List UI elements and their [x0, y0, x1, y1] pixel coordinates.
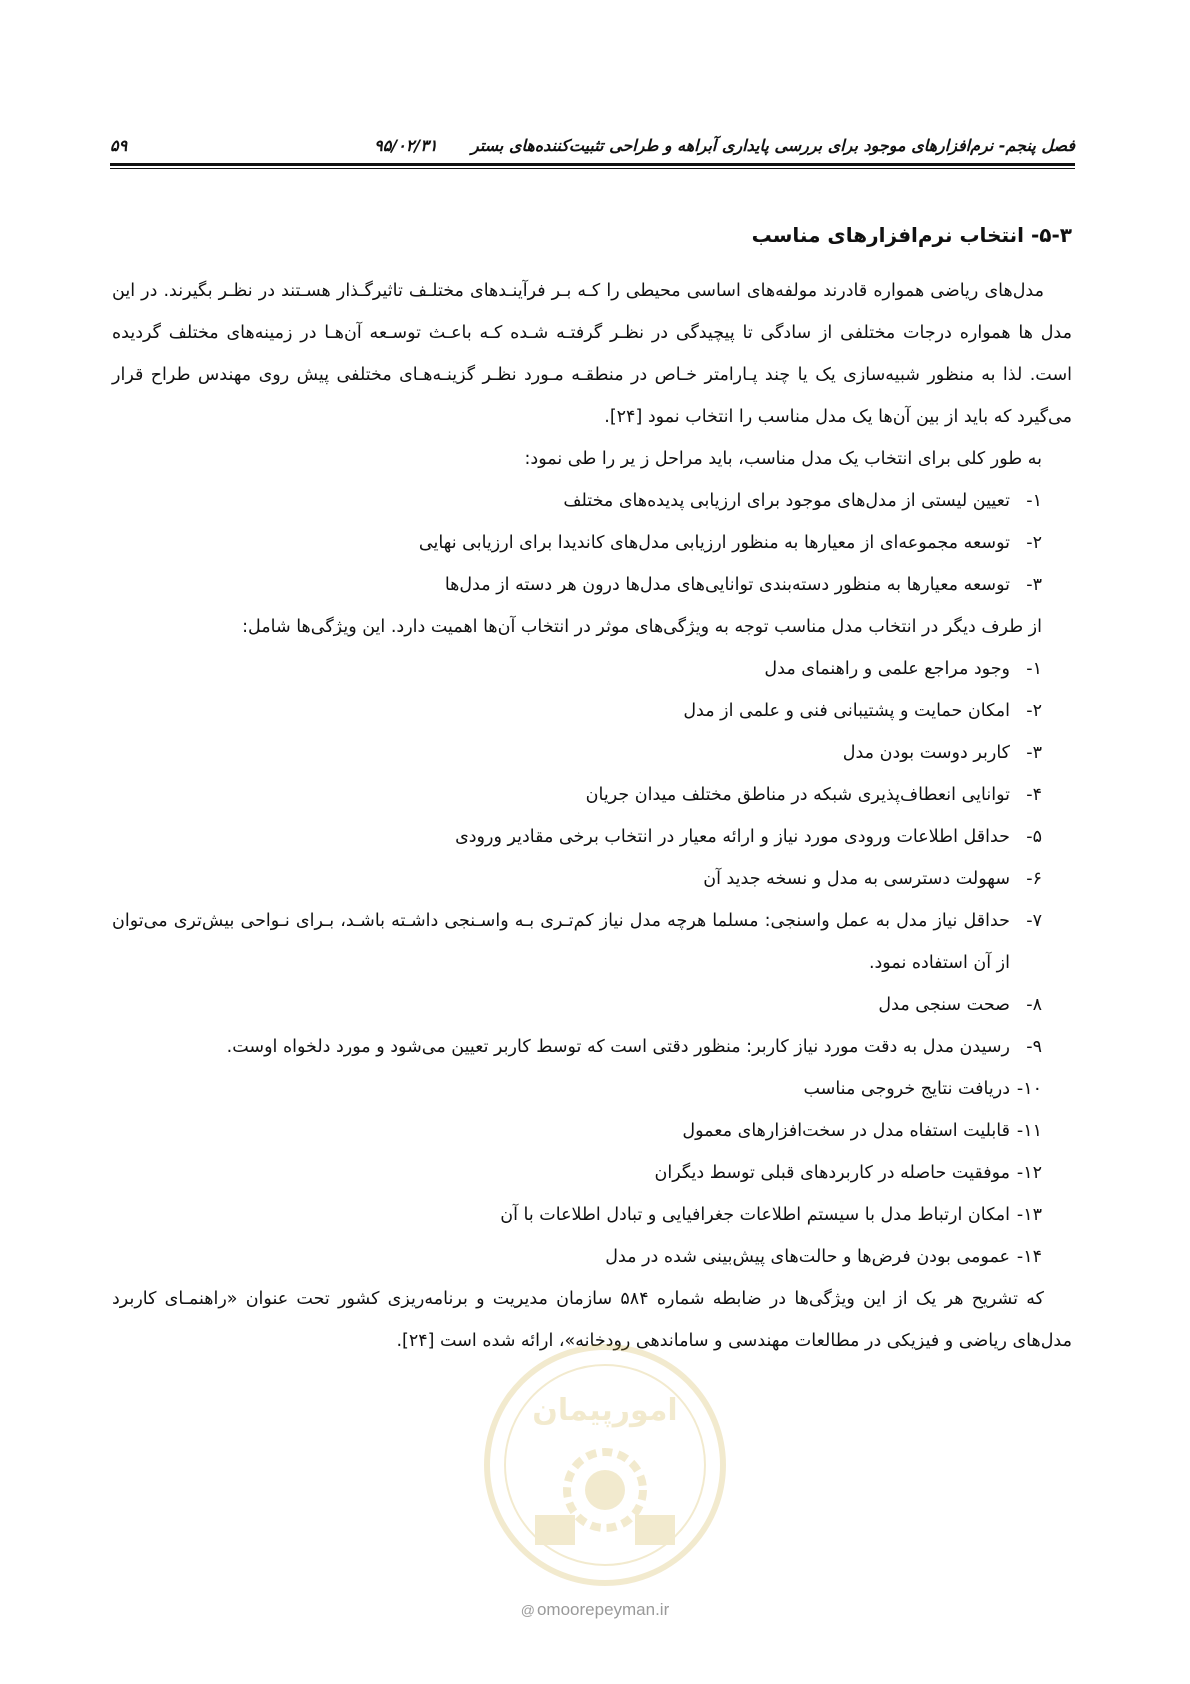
features-list-continued	[112, 1068, 1072, 1278]
list-number: ۸-	[1026, 995, 1042, 1015]
list-number: ۹-	[1026, 1037, 1042, 1057]
list-item-text: کاربر دوست بودن مدل	[842, 743, 1010, 763]
features-lead: از طرف دیگر در انتخاب مدل مناسب توجه به ویژگی‌های موثر در انتخاب آن‌ها اهمیت دارد. این ویژگی‌ها شامل:	[242, 617, 1042, 637]
list-item-text: حداقل نیاز مدل به عمل واسنجی: مسلما هرچه مدل نیاز کم‌تـری بـه واسـنجی داشـته باشـد، بـرای نـواحی بیش‌تری می‌توان از آن استفاده نمود.	[112, 911, 1010, 973]
list-item-text: توسعه مجموعه‌ای از معیارها به منظور ارزیابی مدل‌های کاندیدا برای ارزیابی نهایی	[418, 533, 1010, 553]
list-item	[112, 984, 1072, 1026]
list-item-text: وجود مراجع علمی و راهنمای مدل	[764, 659, 1010, 679]
at-icon: @	[520, 1602, 535, 1618]
intro-paragraph: مدل‌های ریاضی همواره قادرند مولفه‌های اساسی محیطی را کـه بـر فرآینـدهای مختلـف تاثیرگـذار هسـتند در نظـر بگیرند. در این مدل ها همواره درجات مختلفی از سادگی تا پیچیدگی در نظـر گرفتـه شـده کـه باعـث توسـعه آن‌هـا در زمینه‌های مختلف گردیده است. لذا به منظور شبیه‌سازی یک یا چند پـارامتر خـاص در منطقـه مـورد نظـر گزینـه‌هـای مختلفی پیش روی مهندس طراح قرار می‌گیرد که باید از بین آن‌ها یک مدل مناسب را انتخاب نمود [۲۴].	[112, 281, 1072, 427]
features-list	[112, 648, 1072, 1068]
steps-lead: به طور کلی برای انتخاب یک مدل مناسب، باید مراحل ز یر را طی نمود:	[524, 449, 1042, 469]
list-number: ۳-	[1026, 743, 1042, 763]
list-item-text: دریافت نتایج خروجی مناسب	[803, 1079, 1010, 1099]
list-item-text: موفقیت حاصله در کاربردهای قبلی توسط دیگران	[654, 1163, 1010, 1183]
closing-paragraph: که تشریح هر یک از این ویژگی‌ها در ضابطه شماره ۵۸۴ سازمان مدیریت و برنامه‌ریزی کشور تحت عنوان «راهنمـای کاربرد مدل‌های ریاضی و فیزیکی در مطالعات مهندسی و ساماندهی رودخانه»، ارائه شده است [۲۴].	[112, 1289, 1072, 1351]
list-item-text: توانایی انعطاف‌پذیری شبکه در مناطق مختلف میدان جریان	[585, 785, 1010, 805]
list-item	[112, 690, 1072, 732]
list-item	[112, 522, 1072, 564]
list-item-text: امکان ارتباط مدل با سیستم اطلاعات جغرافیایی و تبادل اطلاعات با آن	[500, 1205, 1010, 1225]
list-item-text: حداقل اطلاعات ورودی مورد نیاز و ارائه معیار در انتخاب برخی مقادیر ورودی	[455, 827, 1010, 847]
list-number: ۱-	[1026, 491, 1042, 511]
list-number: ۱۴-	[1016, 1247, 1042, 1267]
list-number: ۴-	[1026, 785, 1042, 805]
document-body	[112, 214, 1072, 1362]
list-number: ۱۰-	[1016, 1079, 1042, 1099]
watermark-url	[0, 1600, 1190, 1620]
list-item	[112, 732, 1072, 774]
list-number: ۷-	[1026, 911, 1042, 931]
running-header	[110, 130, 1075, 160]
list-number: ۱۲-	[1016, 1163, 1042, 1183]
watermark-url-text: omoorepeyman.ir	[536, 1600, 670, 1619]
header-rule-thin	[110, 168, 1075, 169]
list-item-text: عمومی بودن فرض‌ها و حالت‌های پیش‌بینی شده در مدل	[605, 1247, 1010, 1267]
list-item	[112, 816, 1072, 858]
list-item	[112, 1152, 1072, 1194]
list-number: ۲-	[1026, 533, 1042, 553]
watermark-logo-text: امورپیمان	[532, 1393, 678, 1428]
section-heading: ۵-۳- انتخاب نرم‌افزارهای مناسب	[751, 223, 1072, 247]
list-number: ۶-	[1026, 869, 1042, 889]
list-item	[112, 900, 1072, 984]
list-item-text: قابلیت استفاه مدل در سخت‌افزارهای معمول	[682, 1121, 1010, 1141]
list-number: ۱۱-	[1016, 1121, 1042, 1141]
header-rule-thick	[110, 163, 1075, 166]
list-item	[112, 564, 1072, 606]
header-chapter-title: فصل پنجم- نرم‌افزارهای موجود برای بررسی پایداری آبراهه و طراحی تثبیت‌کننده‌های بستر	[471, 135, 1075, 155]
page-number: ۵۹	[110, 135, 128, 155]
list-item-text: امکان حمایت و پشتیبانی فنی و علمی از مدل	[683, 701, 1010, 721]
list-item	[112, 1068, 1072, 1110]
list-item	[112, 1236, 1072, 1278]
list-item	[112, 648, 1072, 690]
list-number: ۱۳-	[1016, 1205, 1042, 1225]
list-item	[112, 1110, 1072, 1152]
list-item	[112, 858, 1072, 900]
list-number: ۱-	[1026, 659, 1042, 679]
list-number: ۳-	[1026, 575, 1042, 595]
steps-list	[112, 480, 1072, 606]
header-date: ۹۵/۰۲/۳۱	[374, 135, 438, 155]
list-item	[112, 774, 1072, 816]
list-item-text: صحت سنجی مدل	[878, 995, 1010, 1015]
list-item-text: سهولت دسترسی به مدل و نسخه جدید آن	[703, 869, 1010, 889]
header-title-group	[374, 136, 1075, 155]
list-number: ۲-	[1026, 701, 1042, 721]
list-item-text: توسعه معیارها به منظور دسته‌بندی توانایی‌های مدل‌ها درون هر دسته از مدل‌ها	[444, 575, 1010, 595]
list-item	[112, 1194, 1072, 1236]
list-item-text: رسیدن مدل به دقت مورد نیاز کاربر: منظور دقتی است که توسط کاربر تعیین می‌شود و مورد دلخواه اوست.	[226, 1037, 1010, 1057]
list-item-text: تعیین لیستی از مدل‌های موجود برای ارزیابی پدیده‌های مختلف	[563, 491, 1010, 511]
list-item	[112, 480, 1072, 522]
list-item	[112, 1026, 1072, 1068]
watermark-seal-logo	[480, 1340, 730, 1590]
list-number: ۵-	[1026, 827, 1042, 847]
